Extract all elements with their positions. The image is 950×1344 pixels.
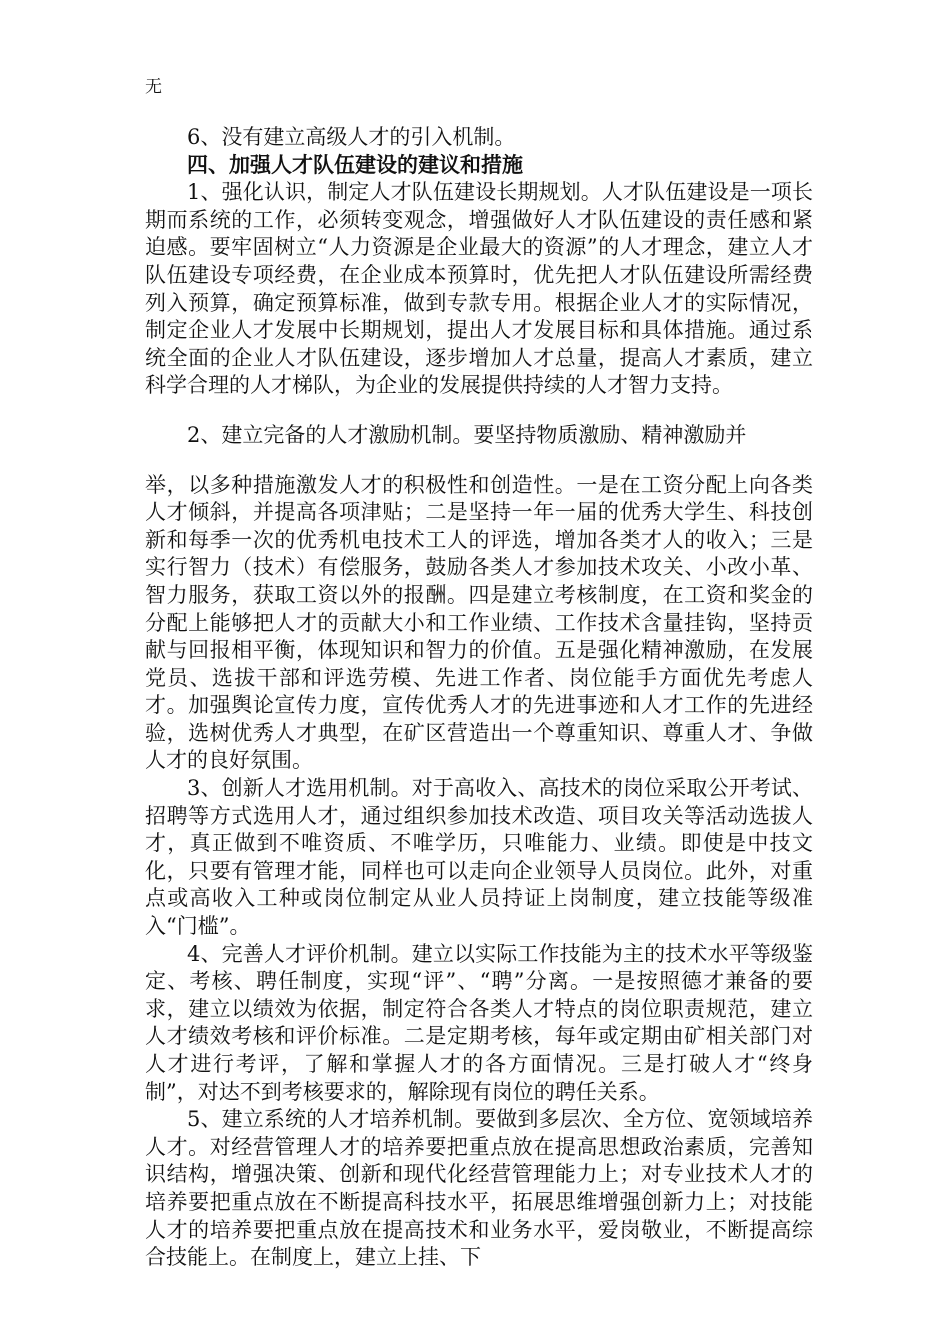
list-item-6: 6、没有建立高级人才的引入机制。 — [187, 125, 516, 149]
paragraph-2-body: 举，以多种措施激发人才的积极性和创造性。一是在工资分配上向各类人才倾斜，并提高各项津贴；二是坚持一年一届的优秀大学生、科技创新和每季一次的优秀机电技术工人的评选，增加各类才人的收入；三是实行智力（技术）有偿服务，鼓励各类人才参加技术攻关、小改小革、智力服务，获取工资以外的报酬。四是建立考核制度，在工资和奖金的分配上能够把人才的贡献大小和工作业绩、工作技术含量挂钩，坚持贡献与回报相平衡，体现知识和智力的价值。五是强化精神激励，在发展党员、选拔干部和评选劳模、先进工作者、岗位能手方面优先考虑人才。加强舆论宣传力度，宣传优秀人才的先进事迹和人才工作的先进经验，选树优秀人才典型，在矿区营造出一个尊重知识、尊重人才、争做人才的良好氛围。 — [145, 472, 813, 773]
paragraph-2-head: 2、建立完备的人才激励机制。要坚持物质激励、精神激励并 — [187, 422, 747, 447]
page-header: 无 — [145, 77, 162, 97]
paragraph-3: 3、创新人才选用机制。对于高收入、高技术的岗位采取公开考试、招聘等方式选用人才，通过组织参加技术改造、项目攻关等活动选拔人才，真正做到不唯资质、不唯学历，只唯能力、业绩。即使是中技文化，只要有管理才能，同样也可以走向企业领导人员岗位。此外，对重点或高收入工种或岗位制定从业人员持证上岗制度，建立技能等级准入“门槛”。 — [145, 776, 813, 939]
paragraph-1: 1、强化认识，制定人才队伍建设长期规划。人才队伍建设是一项长期而系统的工作，必须转变观念，增强做好人才队伍建设的责任感和紧迫感。要牢固树立“人力资源是企业最大的资源”的人才理念，建立人才队伍建设专项经费，在企业成本预算时，优先把人才队伍建设所需经费列入预算，确定预算标准，做到专款专用。根据企业人才的实际情况，制定企业人才发展中长期规划，提出人才发展目标和具体措施。通过系统全面的企业人才队伍建设，逐步增加人才总量，提高人才素质，建立科学合理的人才梯队，为企业的发展提供持续的人才智力支持。 — [145, 180, 813, 398]
section-title: 四、加强人才队伍建设的建议和措施 — [187, 152, 523, 177]
document-body — [145, 124, 813, 1272]
paragraph-5: 5、建立系统的人才培养机制。要做到多层次、全方位、宽领域培养人才。对经营管理人才的培养要把重点放在提高思想政治素质，完善知识结构，增强决策、创新和现代化经营管理能力上；对专业技术人才的培养要把重点放在不断提高科技水平，拓展思维增强创新力上；对技能人才的培养要把重点放在提高技术和业务水平，爱岗敬业，不断提高综合技能上。在制度上，建立上挂、下 — [145, 1107, 813, 1270]
paragraph-4: 4、完善人才评价机制。建立以实际工作技能为主的技术水平等级鉴定、考核、聘任制度，实现“评”、“聘”分离。一是按照德才兼备的要求，建立以绩效为依据，制定符合各类人才特点的岗位职责规范，建立人才绩效考核和评价标准。二是定期考核，每年或定期由矿相关部门对人才进行考评，了解和掌握人才的各方面情况。三是打破人才“终身制”，对达不到考核要求的，解除现有岗位的聘任关系。 — [145, 941, 813, 1104]
